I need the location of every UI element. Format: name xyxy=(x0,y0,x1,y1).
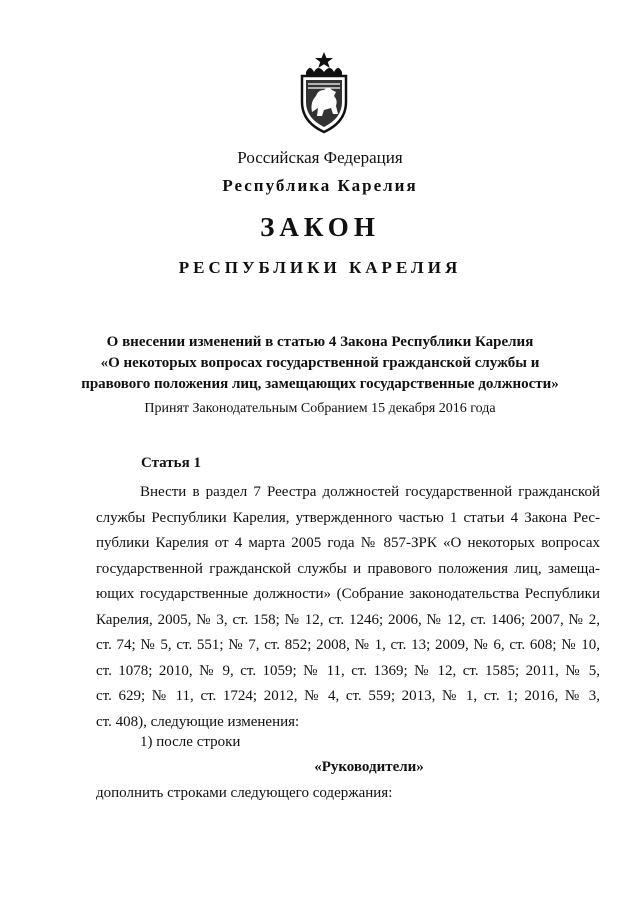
list-item-1: 1) после строки xyxy=(140,734,241,750)
law-issuer: РЕСПУБЛИКИ КАРЕЛИЯ xyxy=(178,258,462,277)
coat-of-arms-emblem xyxy=(296,50,352,134)
article-body xyxy=(96,480,600,735)
article-line: ст. 408), следующие изменения: xyxy=(96,713,300,730)
supplement-text: дополнить строками следующего содержания: xyxy=(96,785,393,801)
law-title-line: «О некоторых вопросах государственной гражданской службы и xyxy=(100,355,540,371)
article-line: ст. 1078; 2010, № 9, ст. 1059; № 11, ст. 1369; № 12, ст. 1585; 2011, № 5, xyxy=(96,662,600,679)
article-heading: Статья 1 xyxy=(141,455,201,471)
republic-name: Республика Карелия xyxy=(222,176,418,195)
country-name: Российская Федерация xyxy=(237,148,403,167)
article-line: службы Республики Карелия, утвержденного частью 1 статьи 4 Закона Рес- xyxy=(96,509,600,526)
article-line: ст. 74; № 5, ст. 551; № 7, ст. 852; 2008, № 1, ст. 13; 2009, № 6, ст. 608; № 10, xyxy=(96,637,600,653)
quoted-row: «Руководители» xyxy=(314,759,424,775)
article-line: государственной гражданской службы и правового положения лиц, замеща- xyxy=(96,560,600,577)
article-line: публики Карелия от 4 марта 2005 года № 857-ЗРК «О некоторых вопросах xyxy=(96,535,600,551)
article-line: Внести в раздел 7 Реестра должностей государственной гражданской xyxy=(140,484,600,500)
document-type-title: ЗАКОН xyxy=(260,212,380,242)
adoption-note: Принят Законодательным Собранием 15 декабря 2016 года xyxy=(144,401,496,416)
article-line: ющих государственные должности» (Собрание законодательства Республики xyxy=(96,586,600,602)
article-line: ст. 629; № 11, ст. 1724; 2012, № 4, ст. 559; 2013, № 1, ст. 1; 2016, № 3, xyxy=(96,688,600,704)
article-line: Карелия, 2005, № 3, ст. 158; № 12, ст. 1246; 2006, № 12, ст. 1406; 2007, № 2, xyxy=(96,611,600,628)
law-title xyxy=(0,332,640,395)
law-title-line: О внесении изменений в статью 4 Закона Республики Карелия xyxy=(106,334,534,350)
law-title-line: правового положения лиц, замещающих государственные должности» xyxy=(81,376,559,392)
